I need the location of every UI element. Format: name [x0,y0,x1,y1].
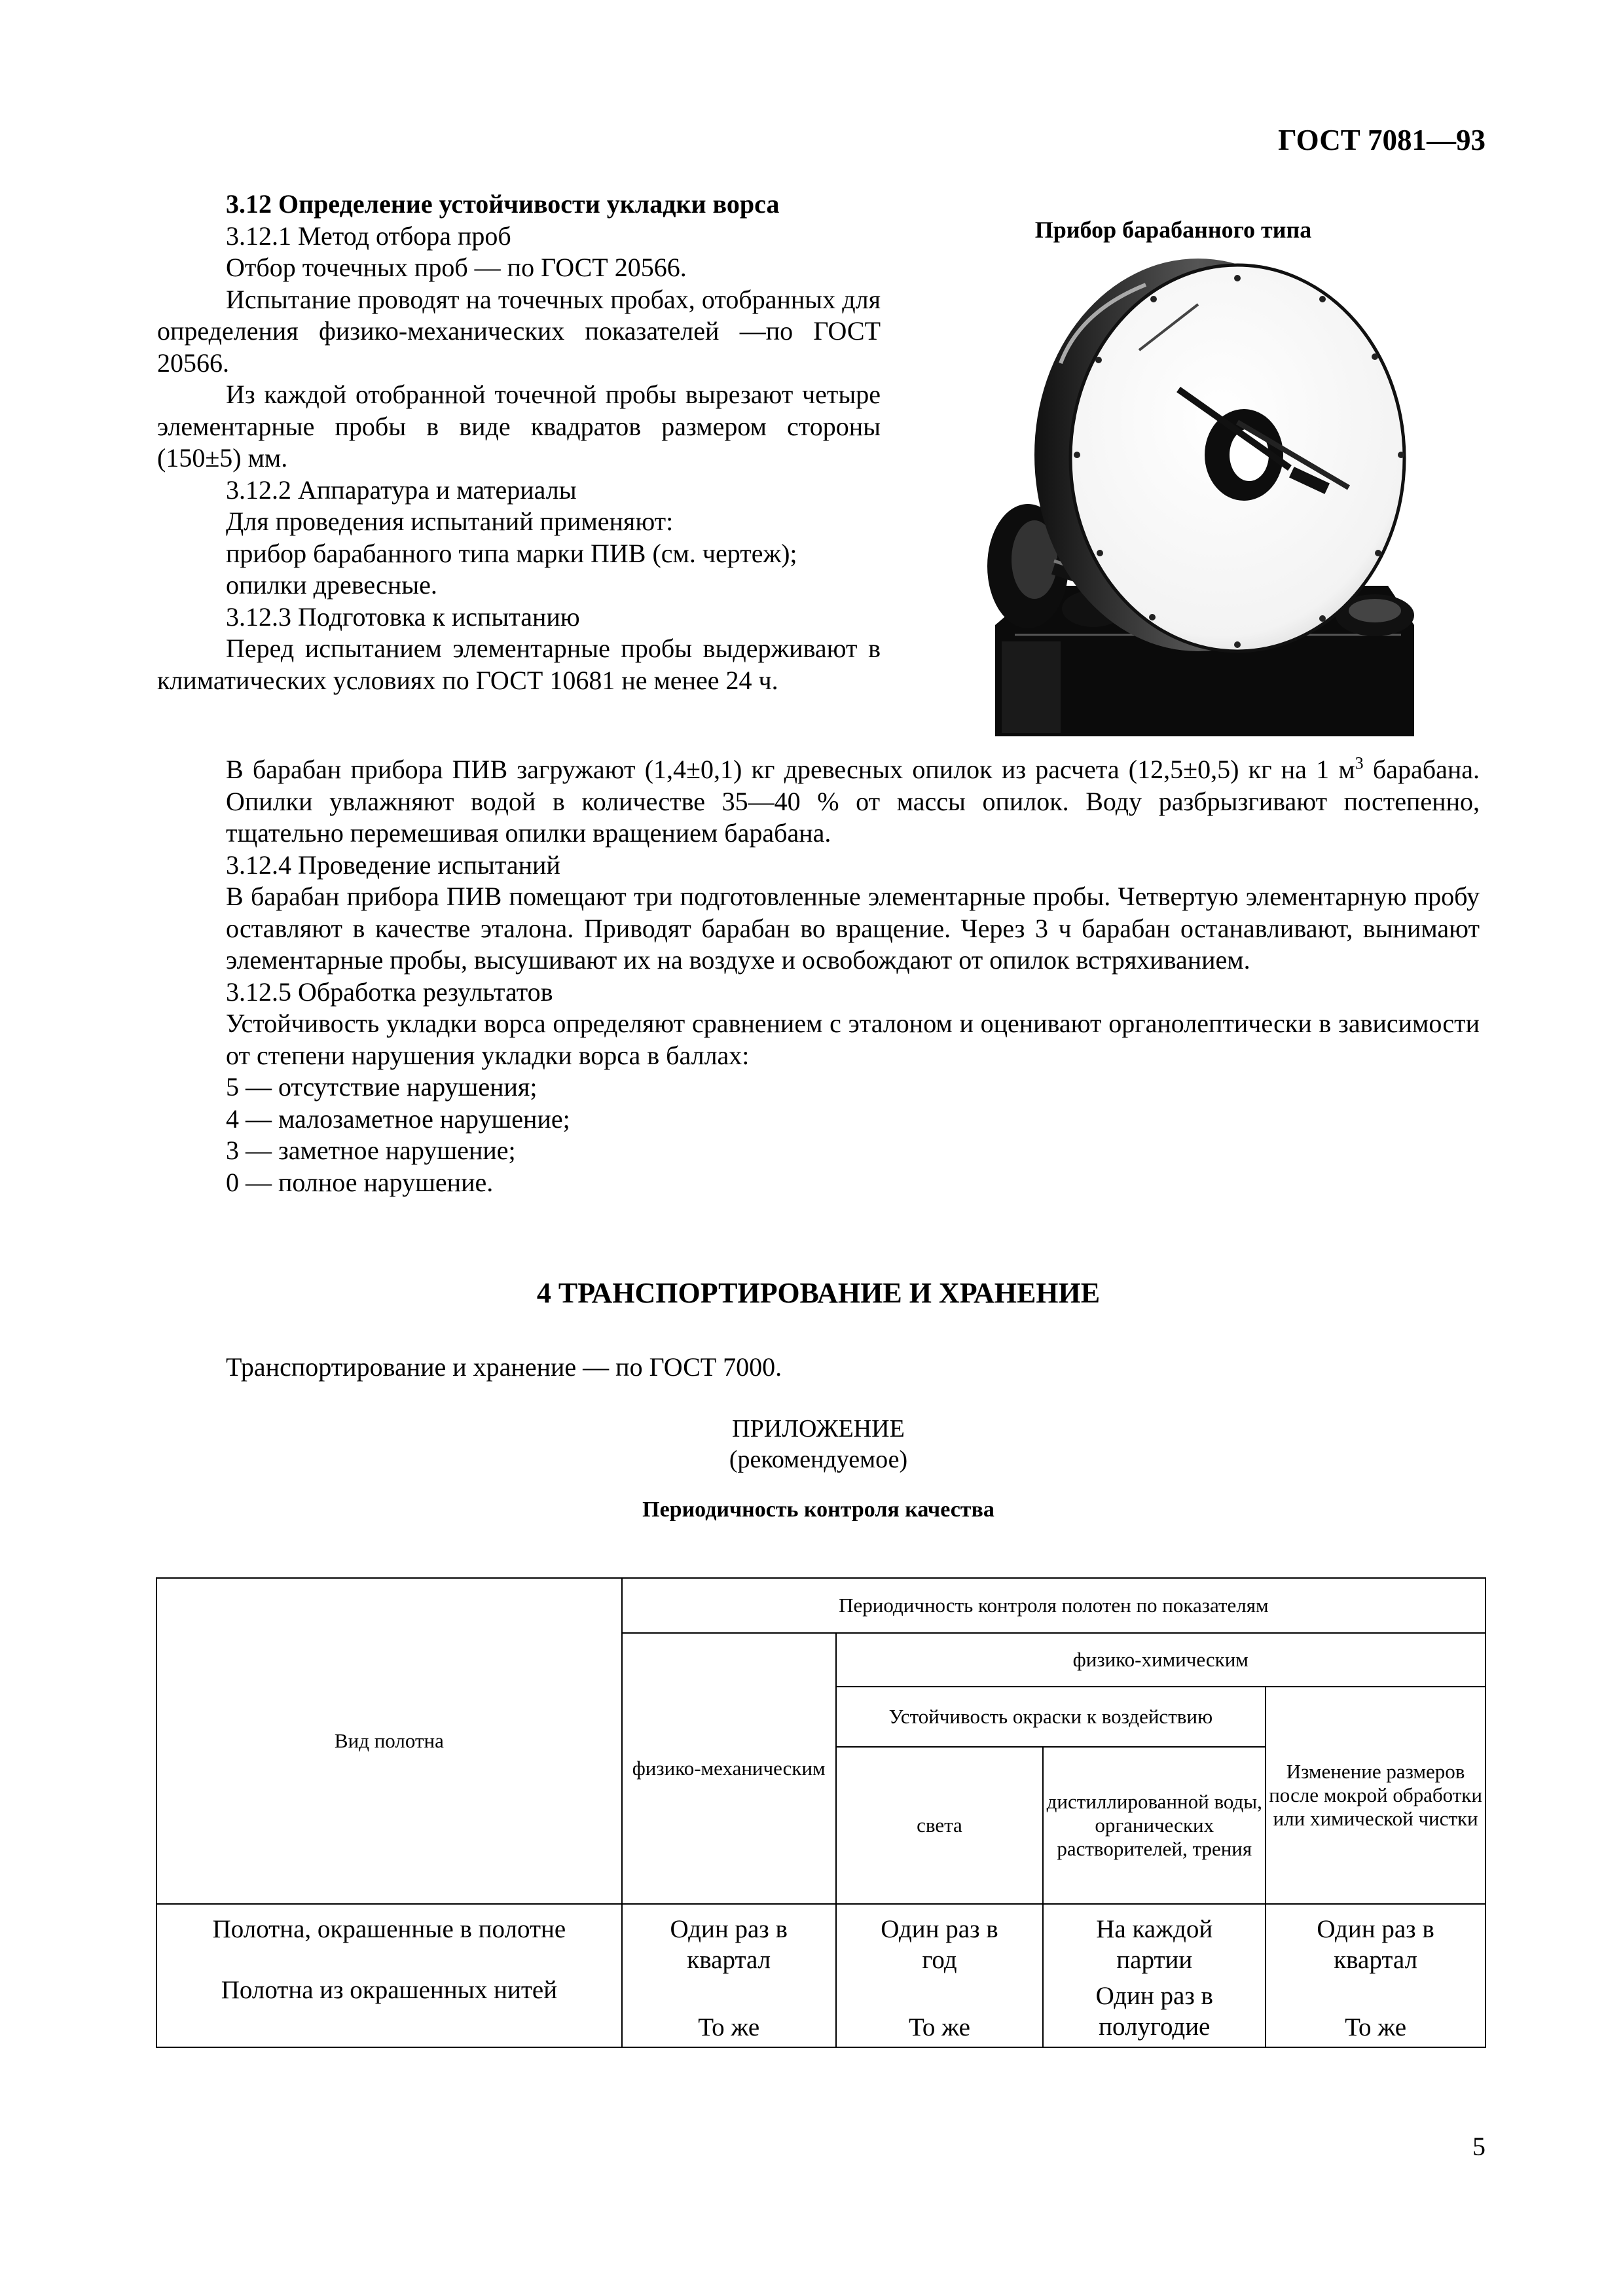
cell-water [1043,1904,1266,2047]
para-load-drum [157,754,1480,850]
scale-item: 5 — отсутствие нарушения; [226,1072,538,1102]
header-water: дистиллированной воды, органических растворителей, трения [1043,1747,1266,1904]
para-3-12-1: 3.12.1 Метод отбора проб [226,221,511,251]
appendix-title: ПРИЛОЖЕНИЕ [732,1415,905,1443]
para-sampling: Отбор точечных проб — по ГОСТ 20566. [226,253,687,282]
row1-physmech: Один раз в квартал [670,1915,788,1974]
row1-size: Один раз в квартал [1317,1915,1434,1974]
row1-water: На каждой партии [1096,1915,1213,1974]
header-size-change: Изменение размеров после мокрой обработки или химической чистки [1266,1687,1486,1904]
section-3-12-continued [157,754,1480,1198]
para-evaluation: Устойчивость укладки ворса определяют сравнением с эталоном и оценивают органолептически в зависимости от степени нарушения укладки ворса в баллах: [226,1009,1480,1070]
row1-light: Один раз в год [881,1915,998,1974]
para-test-samples: Испытание проводят на точечных пробах, отобранных для определения физико-механических показателей —по ГОСТ 20566. [157,284,881,378]
row1-kind: Полотна, окрашенные в полотне [212,1915,566,1943]
para-conditioning: Перед испытанием элементарные пробы выдерживают в климатических условиях по ГОСТ 10681 не менее 24 ч. [157,634,881,695]
row2-kind: Полотна из окрашенных нитей [221,1976,558,2004]
header-physchem: физико-химическим [836,1633,1486,1687]
scale-item: 4 — малозаметное нарушение; [226,1103,570,1134]
row2-light: То же [909,2013,970,2041]
cell-size [1266,1904,1486,2047]
drum-device-illustration [982,259,1427,736]
para-load-drum-sup: 3 [1355,753,1364,773]
header-colorfast: Устойчивость окраски к воздействию [836,1687,1266,1747]
appendix-subtitle: (рекомендуемое) [729,1446,908,1473]
row2-water: Один раз в полугодие [1095,1982,1213,2041]
header-physmech: физико-механическим [622,1633,836,1904]
row2-physmech: То же [698,2013,760,2041]
para-load-drum-b: барабана. Опилки увлажняют водой в количестве 35—40 % от массы опилок. Воду разбрызгивают постепенно, тщательно перемешивая опилки вращением барабана. [226,755,1480,848]
header-kind: Вид полотна [156,1578,622,1904]
cell-light [836,1904,1044,2047]
para-load-drum-a: В барабан прибора ПИВ загружают (1,4±0,1) кг древесных опилок из расчета (12,5±0,5) кг на 1 м [226,755,1355,784]
para-sawdust: опилки древесные. [226,570,437,600]
table-title: Периодичность контроля качества [642,1498,994,1522]
para-3-12-3: 3.12.3 Подготовка к испытанию [226,601,580,632]
para-3-12-5: 3.12.5 Обработка результатов [226,977,553,1007]
figure-caption: Прибор барабанного типа [1034,217,1312,243]
section-4-title: 4 ТРАНСПОРТИРОВАНИЕ И ХРАНЕНИЕ [536,1277,1101,1309]
para-testing: В барабан прибора ПИВ помещают три подготовленные элементарные пробы. Четвертую элементарную пробу оставляют в качестве эталона. Приводят барабан во вращение. Через 3 ч барабан останавливают, вынимают элементарные пробы, высушивают их на воздухе и освобождают от опилок встряхиванием. [226,882,1480,975]
quality-control-table [156,1577,1486,2048]
scale-item: 3 — заметное нарушение; [226,1136,516,1165]
section-3-12-title: 3.12 Определение устойчивости укладки ворса [226,189,780,219]
table-header-row [156,1578,1486,1633]
para-apply: Для проведения испытаний применяют: [226,507,674,536]
para-device: прибор барабанного типа марки ПИВ (см. чертеж); [226,538,797,568]
scale-item: 0 — полное нарушение. [226,1167,494,1197]
para-cut-samples: Из каждой отобранной точечной пробы вырезают четыре элементарные пробы в виде квадратов размером стороны (150±5) мм. [157,380,881,473]
cell-physmech [622,1904,836,2047]
document-code: ГОСТ 7081—93 [1278,124,1486,156]
header-light: света [836,1747,1044,1904]
header-period: Периодичность контроля полотен по показателям [622,1578,1486,1633]
page-number: 5 [1472,2132,1486,2161]
row2-size: То же [1345,2013,1407,2041]
para-3-12-2: 3.12.2 Аппаратура и материалы [226,475,577,505]
section-4-text: Транспортирование и хранение — по ГОСТ 7000. [226,1352,782,1382]
para-3-12-4: 3.12.4 Проведение испытаний [226,850,560,880]
section-3-12-column [157,188,881,696]
cell-kind [156,1904,622,2047]
table-row [156,1904,1486,2047]
